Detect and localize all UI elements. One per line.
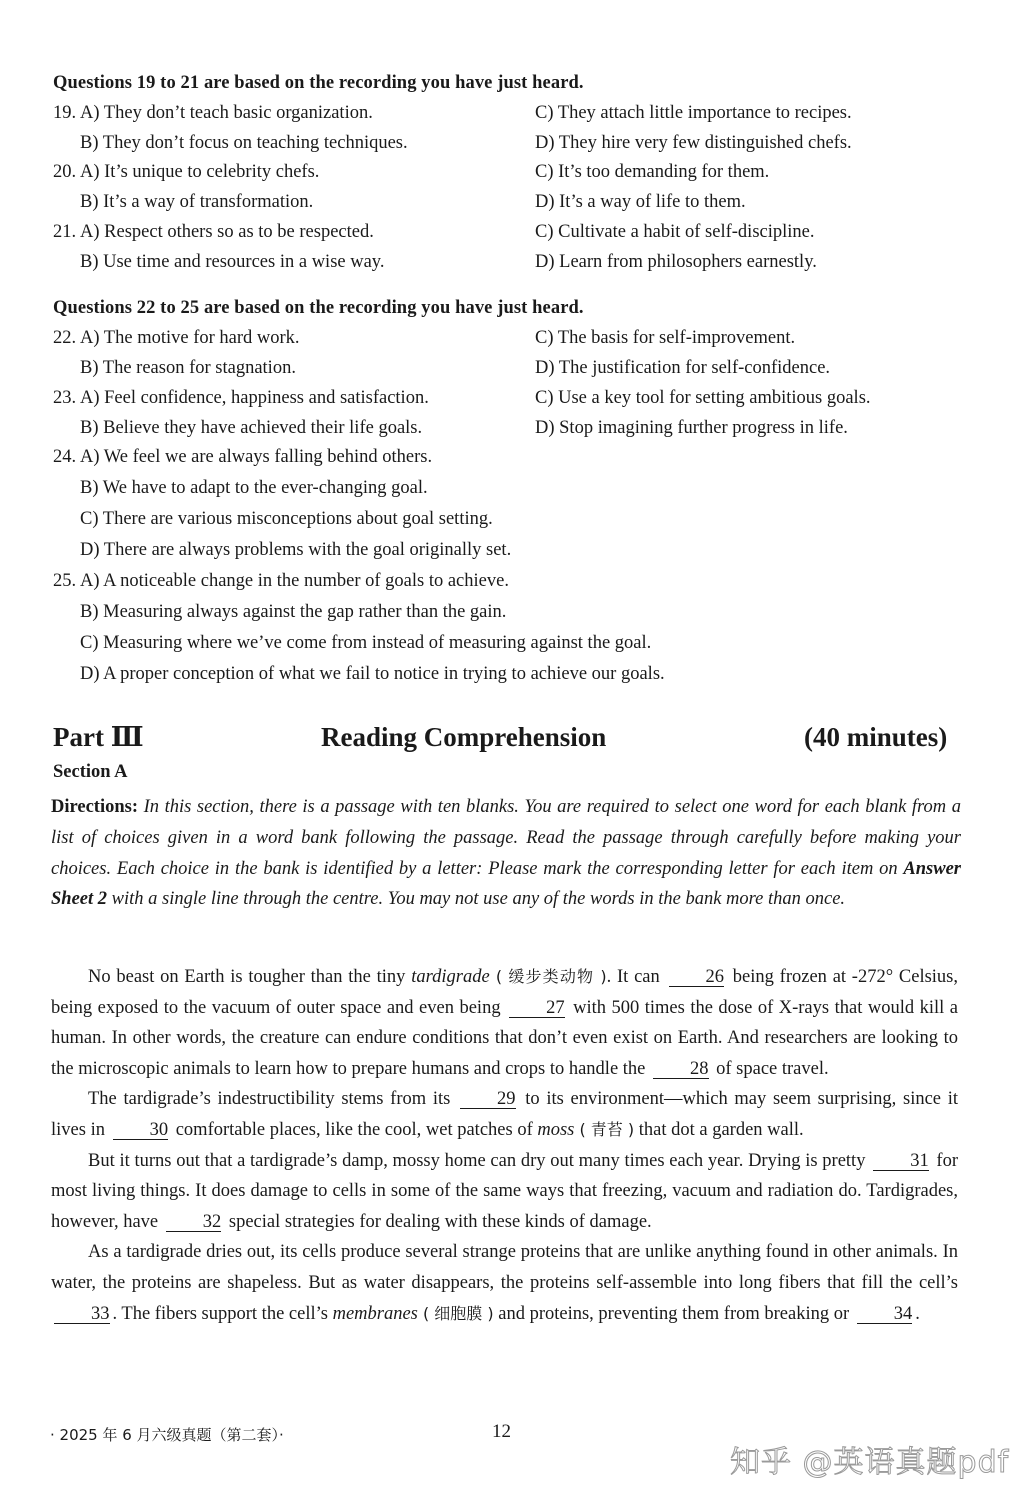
option-d: D) The justification for self-confidence.: [535, 358, 831, 378]
option-a: A) It’s unique to celebrity chefs.: [80, 162, 320, 182]
paragraph-4: [51, 1237, 958, 1329]
option-b: B) It’s a way of transformation.: [80, 192, 314, 212]
paragraph-3: [51, 1146, 958, 1238]
text: and proteins, preventing them from breaking or: [493, 1303, 854, 1324]
part-time: (40 minutes): [804, 722, 948, 752]
term: tardigrade: [411, 967, 490, 987]
text: comfortable places, like the cool, wet patches of: [171, 1119, 538, 1140]
question-number: 23.: [53, 388, 77, 408]
part-label: Part Ⅲ: [53, 722, 144, 752]
option-b: B) Believe they have achieved their life goals.: [80, 418, 423, 438]
option-b: B) The reason for stagnation.: [80, 358, 296, 378]
option-a: A) We feel we are always falling behind others.: [80, 447, 433, 467]
text: with 500 times the dose of X-rays that would kill a human. In other words, the creature can endure conditions that don’t even exist on Earth. And researchers are looking to the microscopic animals to learn how to prepare humans and crops to handle the: [51, 997, 958, 1079]
blank-33[interactable]: 33: [54, 1305, 110, 1324]
text: The tardigrade’s indestructibility stems from its: [88, 1089, 458, 1110]
text: As a tardigrade dries out, its cells produce several strange proteins that are unlike anything found in other animals. In water, the proteins are shapeless. But as water disappears, the proteins self-assemble into long fibers that fill the cell’s: [51, 1242, 958, 1293]
text: . The fibers support the cell’s: [112, 1303, 333, 1324]
text: But it turns out that a tardigrade’s damp, mossy home can dry out many times each year. Drying is pretty: [88, 1150, 871, 1171]
passage: [51, 962, 958, 1329]
question-number: 21.: [53, 222, 77, 242]
text: being frozen at -272° Celsius, being exposed to the vacuum of outer space and even being: [51, 967, 958, 1018]
option-b: B) Measuring always against the gap rather than the gain.: [80, 602, 507, 622]
option-a: A) They don’t teach basic organization.: [80, 103, 373, 123]
text: for most living things. It does damage to cells in some of the same ways that freezing, vacuum and radiation do. Tardigrades, however, have: [51, 1150, 958, 1232]
option-c: C) The basis for self-improvement.: [535, 328, 796, 348]
blank-30[interactable]: 30: [113, 1121, 169, 1140]
text: No beast on Earth is tougher than the tiny: [88, 967, 412, 987]
term: membranes: [332, 1303, 418, 1324]
text: . It can: [606, 967, 666, 987]
blank-28[interactable]: 28: [653, 1060, 709, 1079]
blank-29[interactable]: 29: [460, 1090, 516, 1109]
option-c: C) Use a key tool for setting ambitious goals.: [535, 388, 871, 408]
option-c: C) Cultivate a habit of self-discipline.: [535, 222, 815, 242]
question-number: 22.: [53, 328, 77, 348]
text: that dot a garden wall.: [634, 1119, 804, 1140]
question-group-heading: Questions 22 to 25 are based on the recording you have just heard.: [53, 298, 584, 318]
directions-text: In this section, there is a passage with ten blanks. You are required to select one word for each blank from a list of choices given in a word bank following the passage. Read the passage through carefully before making your choices. Each choice in the bank is identified by a letter: Please mark the corresponding letter for each item on: [51, 797, 961, 879]
option-a: A) Feel confidence, happiness and satisfaction.: [80, 388, 429, 408]
exam-label: · 2025 年 6 月六级真题（第二套）·: [50, 1426, 284, 1444]
option-c: C) Measuring where we’ve come from instead of measuring against the goal.: [80, 633, 652, 653]
directions: [51, 792, 961, 915]
option-a: A) The motive for hard work.: [80, 328, 300, 348]
chinese-gloss: ( 缓步类动物 ): [489, 967, 607, 986]
paragraph-1: [51, 962, 958, 1084]
section-heading: Section A: [53, 762, 128, 782]
question-number: 25.: [53, 571, 77, 591]
option-d: D) Learn from philosophers earnestly.: [535, 252, 817, 272]
option-b: B) Use time and resources in a wise way.: [80, 252, 385, 272]
text: of space travel.: [711, 1058, 829, 1079]
option-c: C) They attach little importance to recipes.: [535, 103, 852, 123]
part-title: Reading Comprehension: [321, 722, 607, 752]
text: to its environment—which may seem surprising, since it lives in: [51, 1089, 958, 1140]
option-c: C) There are various misconceptions about goal setting.: [80, 509, 493, 529]
option-d: D) A proper conception of what we fail to notice in trying to achieve our goals.: [80, 664, 665, 684]
option-a: A) A noticeable change in the number of goals to achieve.: [80, 571, 509, 591]
question-number: 20.: [53, 162, 77, 182]
answer-sheet-label: Answer Sheet 2: [51, 858, 961, 910]
blank-27[interactable]: 27: [509, 999, 565, 1018]
option-d: D) It’s a way of life to them.: [535, 192, 746, 212]
blank-34[interactable]: 34: [857, 1305, 913, 1324]
chinese-gloss: ( 青苔 ): [574, 1119, 635, 1139]
text: special strategies for dealing with these kinds of damage.: [224, 1211, 652, 1232]
option-d: D) Stop imagining further progress in life.: [535, 418, 848, 438]
paragraph-2: [51, 1084, 958, 1145]
option-b: B) They don’t focus on teaching techniques.: [80, 133, 408, 153]
option-d: D) They hire very few distinguished chefs.: [535, 133, 852, 153]
option-a: A) Respect others so as to be respected.: [80, 222, 374, 242]
option-b: B) We have to adapt to the ever-changing goal.: [80, 478, 428, 498]
blank-32[interactable]: 32: [166, 1213, 222, 1232]
watermark: 知乎 @英语真题pdf: [730, 1445, 1010, 1480]
question-number: 19.: [53, 103, 77, 123]
question-group-heading: Questions 19 to 21 are based on the recording you have just heard.: [53, 73, 584, 93]
page-number: 12: [492, 1421, 511, 1442]
blank-26[interactable]: 26: [669, 968, 725, 987]
option-d: D) There are always problems with the goal originally set.: [80, 540, 512, 560]
blank-31[interactable]: 31: [873, 1152, 929, 1171]
term: moss: [537, 1119, 575, 1140]
text: .: [915, 1303, 920, 1324]
directions-label: Directions:: [51, 797, 138, 817]
directions-text: with a single line through the centre. You may not use any of the words in the bank more than once.: [107, 889, 846, 910]
chinese-gloss: ( 细胞膜 ): [417, 1303, 494, 1323]
option-c: C) It’s too demanding for them.: [535, 162, 770, 182]
question-number: 24.: [53, 447, 77, 467]
